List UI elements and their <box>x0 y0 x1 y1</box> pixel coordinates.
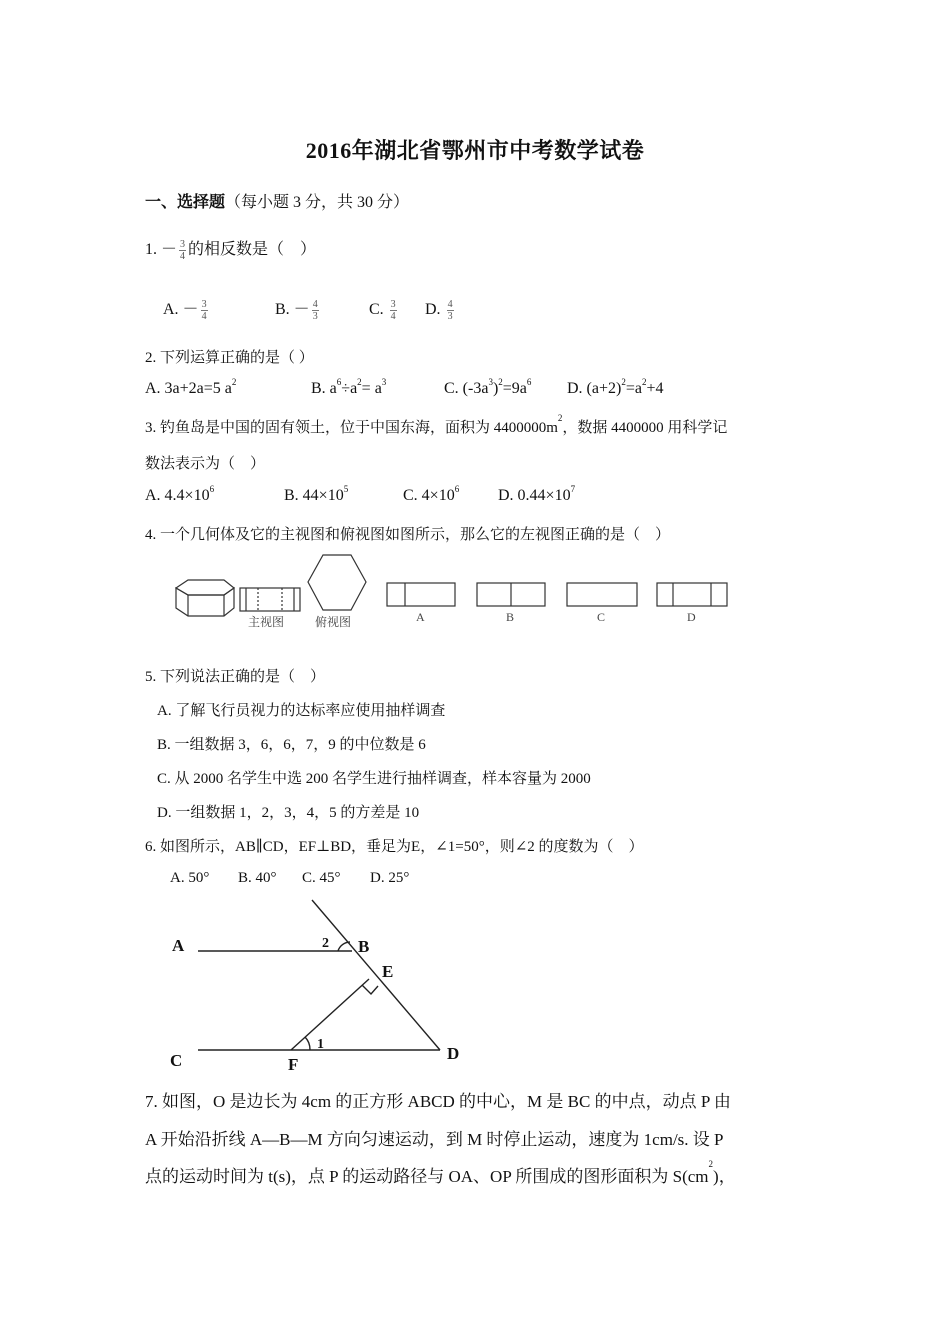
q1-option-b-num: 4 <box>312 298 318 310</box>
q1-option-c-frac <box>390 299 397 322</box>
q3-a-sup: 6 <box>209 484 215 494</box>
top-view-label: 俯视图 <box>315 615 352 629</box>
q5-option-c[interactable]: C. 从 2000 名学生中选 200 名学生进行抽样调查，样本容量为 2000 <box>157 771 591 787</box>
label-c: C <box>170 1051 183 1070</box>
q2-b-s2: 2 <box>357 377 362 387</box>
q2-a-sup: 2 <box>231 377 237 387</box>
choice-d-shape <box>657 583 727 606</box>
question-3-line2: 数法表示为（ ） <box>145 456 266 472</box>
choice-a-shape <box>387 583 455 606</box>
q5-option-b[interactable]: B. 一组数据 3，6，6，7，9 的中位数是 6 <box>157 737 426 753</box>
q2-c-s2: 2 <box>498 377 503 387</box>
q1-frac-den: 4 <box>180 250 186 262</box>
q2-d-s2: 2 <box>641 377 647 387</box>
q3-c-text: C. 4×10 <box>403 487 455 504</box>
q7-line3b: )， <box>713 1167 736 1186</box>
question-4-stem: 4. 一个几何体及它的主视图和俯视图如图所示，那么它的左视图正确的是（ ） <box>145 527 671 543</box>
q1-option-d-num: 4 <box>447 298 453 310</box>
q1-option-d[interactable] <box>425 299 456 322</box>
q3-line1a: 3. 钓鱼岛是中国的固有领土，位于中国东海，面积为 4400000m <box>145 420 558 436</box>
q2-b-t3: = a <box>361 380 382 397</box>
q1-option-a-den: 4 <box>201 310 207 322</box>
q2-option-d[interactable] <box>567 377 664 398</box>
q6-option-a[interactable]: A. 50° <box>170 870 210 886</box>
label-angle-2: 2 <box>322 936 329 951</box>
q7-line3-sup: 2 <box>708 1159 714 1169</box>
q1-option-b-den: 3 <box>312 310 318 322</box>
q2-b-t1: B. a <box>311 380 337 397</box>
q1-frac-num: 3 <box>180 238 186 250</box>
q2-c-s1: 3 <box>488 377 493 387</box>
q1-option-a[interactable] <box>163 296 271 322</box>
section-heading-label: 一、选择题 <box>145 194 226 211</box>
question-2-stem: 2. 下列运算正确的是（ ） <box>145 350 314 366</box>
question-2-options <box>145 377 664 398</box>
question-1-options <box>163 296 456 322</box>
q3-option-c[interactable] <box>403 484 494 505</box>
q1-prefix: 1. － <box>145 241 178 258</box>
q1-option-d-label: D. <box>425 301 445 318</box>
front-view-label: 主视图 <box>248 615 285 629</box>
question-6-options <box>170 870 409 887</box>
q2-c-s3: 6 <box>526 377 532 387</box>
question-1-stem <box>145 236 316 262</box>
front-view-shape <box>240 588 300 611</box>
q1-option-a-frac <box>201 299 208 322</box>
q1-suffix: 的相反数是（ ） <box>188 241 317 258</box>
q3-d-sup: 7 <box>570 484 576 494</box>
label-e: E <box>382 962 394 981</box>
angle-1-arc <box>305 1037 310 1050</box>
q1-option-c-den: 4 <box>390 310 396 322</box>
line-ef <box>291 979 369 1050</box>
top-view-hexagon <box>308 555 366 610</box>
choice-b-label: B <box>506 610 515 624</box>
q3-option-d[interactable] <box>498 484 576 505</box>
choice-a-label: A <box>416 610 425 624</box>
q7-line3a: 点的运动时间为 t(s)，点 P 的运动路径与 OA、OP 所围成的图形面积为 S(cm <box>145 1167 709 1186</box>
label-d: D <box>447 1044 460 1063</box>
question-6-stem: 6. 如图所示，AB∥CD，EF⊥BD，垂足为E，∠1=50°，则∠2 的度数为（ ） <box>145 839 644 855</box>
q2-b-t2: ÷a <box>341 380 358 397</box>
q6-option-b[interactable]: B. 40° <box>238 870 277 886</box>
q2-c-t3: =9a <box>502 380 527 397</box>
line-bd <box>312 900 440 1050</box>
q2-a-text: A. 3a+2a=5 a <box>145 380 232 397</box>
q1-option-b[interactable] <box>275 296 365 322</box>
section-heading <box>145 189 409 212</box>
q2-c-t1: C. (-3a <box>444 380 489 397</box>
q6-option-c[interactable]: C. 45° <box>302 870 341 886</box>
q1-option-d-frac <box>447 299 454 322</box>
q1-option-a-num: 3 <box>201 298 207 310</box>
choice-b-shape <box>477 583 545 606</box>
question-7-line2: A 开始沿折线 A—B—M 方向匀速运动，到 M 时停止运动，速度为 1cm/s. 设 P <box>145 1130 724 1149</box>
q5-option-d[interactable]: D. 一组数据 1，2，3，4，5 的方差是 10 <box>157 805 420 821</box>
q2-d-t1: D. (a+2) <box>567 380 622 397</box>
question-3-line1 <box>145 413 728 437</box>
q1-option-c-label: C. <box>369 301 388 318</box>
choice-d-label: D <box>687 610 696 624</box>
q1-option-b-label: B. － <box>275 301 310 318</box>
q2-d-t2: =a <box>625 380 642 397</box>
question-7-line1: 7. 如图，O 是边长为 4cm 的正方形 ABCD 的中心，M 是 BC 的中点，动点 P 由 <box>145 1092 731 1111</box>
question-4-figure <box>160 550 750 635</box>
q5-option-a[interactable]: A. 了解飞行员视力的达标率应使用抽样调查 <box>157 703 446 719</box>
q2-d-s1: 2 <box>621 377 626 387</box>
q1-option-d-den: 3 <box>447 310 453 322</box>
q2-option-c[interactable] <box>444 377 563 398</box>
question-3-options <box>145 484 576 505</box>
q1-option-c[interactable] <box>369 299 421 322</box>
page-title: 2016年湖北省鄂州市中考数学试卷 <box>305 138 645 163</box>
hexagonal-prism-shape <box>176 580 234 616</box>
question-5-stem: 5. 下列说法正确的是（ ） <box>145 669 326 685</box>
choice-c-label: C <box>597 610 606 624</box>
q3-line1b: ，数据 4400000 用科学记 <box>562 420 728 436</box>
q3-line1-sup: 2 <box>557 413 563 423</box>
q2-b-s1: 6 <box>336 377 342 387</box>
choice-c-shape <box>567 583 637 606</box>
q3-c-sup: 6 <box>454 484 460 494</box>
q1-option-b-frac <box>312 299 319 322</box>
q3-a-text: A. 4.4×10 <box>145 487 210 504</box>
q2-b-s3: 3 <box>381 377 387 387</box>
q3-option-a[interactable] <box>145 484 280 505</box>
label-f: F <box>288 1055 299 1074</box>
q2-option-a[interactable] <box>145 377 307 398</box>
q2-option-b[interactable] <box>311 377 440 398</box>
question-7-line3 <box>145 1159 736 1187</box>
label-a: A <box>172 936 185 955</box>
q3-d-text: D. 0.44×10 <box>498 487 571 504</box>
q3-b-text: B. 44×10 <box>284 487 344 504</box>
section-heading-note: （每小题 3 分，共 30 分） <box>225 194 410 211</box>
q1-fraction <box>179 239 186 262</box>
q2-d-t3: +4 <box>646 380 664 397</box>
right-angle-mark <box>362 985 378 994</box>
label-b: B <box>358 937 370 956</box>
q3-b-sup: 5 <box>343 484 349 494</box>
question-6-figure <box>160 895 480 1075</box>
q1-option-c-num: 3 <box>390 298 396 310</box>
label-angle-1: 1 <box>317 1037 324 1052</box>
q2-c-t2: ) <box>492 380 499 397</box>
q3-option-b[interactable] <box>284 484 399 505</box>
q6-option-d[interactable]: D. 25° <box>370 870 410 886</box>
q1-option-a-label: A. － <box>163 301 199 318</box>
